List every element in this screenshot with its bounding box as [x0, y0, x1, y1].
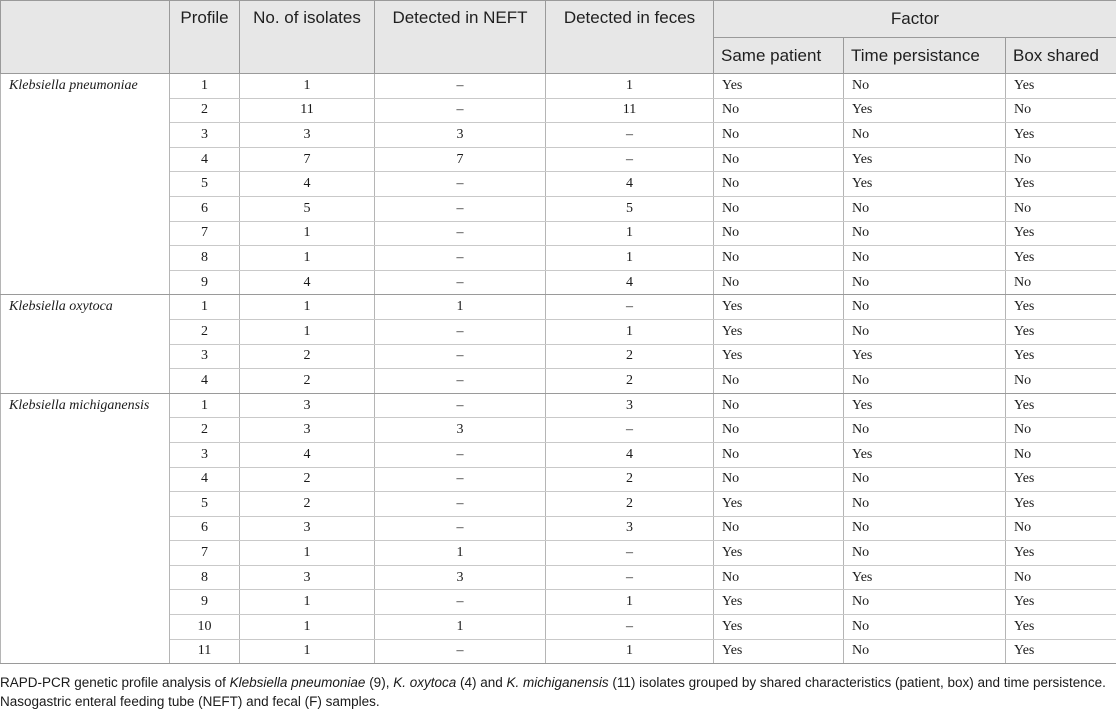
cell-same-patient: No	[714, 393, 844, 418]
cell-isolates: 4	[240, 270, 375, 295]
cell-profile: 3	[170, 442, 240, 467]
cell-neft: –	[375, 74, 546, 99]
cell-profile: 10	[170, 615, 240, 640]
header-species	[1, 1, 170, 74]
cell-neft: –	[375, 98, 546, 123]
cell-profile: 6	[170, 516, 240, 541]
cell-same-patient: Yes	[714, 639, 844, 664]
cell-isolates: 2	[240, 467, 375, 492]
caption-species-km: K. michiganensis	[506, 675, 609, 691]
table-row	[1, 393, 1116, 418]
cell-feces: 2	[546, 467, 714, 492]
cell-time-persistance: No	[844, 418, 1006, 443]
cell-time-persistance: Yes	[844, 147, 1006, 172]
cell-neft: –	[375, 172, 546, 197]
header-feces: Detected in feces	[546, 1, 714, 74]
cell-time-persistance: No	[844, 467, 1006, 492]
cell-same-patient: Yes	[714, 295, 844, 320]
cell-same-patient: Yes	[714, 590, 844, 615]
cell-same-patient: Yes	[714, 344, 844, 369]
cell-neft: 3	[375, 123, 546, 148]
cell-time-persistance: Yes	[844, 344, 1006, 369]
cell-same-patient: No	[714, 196, 844, 221]
species-name: Klebsiella michiganensis	[1, 393, 170, 664]
cell-feces: 11	[546, 98, 714, 123]
table-row	[1, 295, 1116, 320]
cell-box-shared: Yes	[1006, 344, 1116, 369]
cell-profile: 2	[170, 319, 240, 344]
cell-neft: 1	[375, 295, 546, 320]
cell-box-shared: Yes	[1006, 541, 1116, 566]
cell-box-shared: No	[1006, 147, 1116, 172]
cell-box-shared: Yes	[1006, 319, 1116, 344]
cell-box-shared: No	[1006, 442, 1116, 467]
cell-profile: 3	[170, 123, 240, 148]
cell-time-persistance: No	[844, 196, 1006, 221]
cell-same-patient: Yes	[714, 319, 844, 344]
cell-profile: 8	[170, 565, 240, 590]
cell-time-persistance: No	[844, 516, 1006, 541]
cell-same-patient: No	[714, 442, 844, 467]
cell-time-persistance: No	[844, 319, 1006, 344]
cell-profile: 5	[170, 492, 240, 517]
cell-time-persistance: No	[844, 246, 1006, 271]
cell-feces: 4	[546, 270, 714, 295]
cell-isolates: 3	[240, 418, 375, 443]
cell-box-shared: No	[1006, 270, 1116, 295]
cell-neft: –	[375, 639, 546, 664]
cell-time-persistance: No	[844, 492, 1006, 517]
cell-isolates: 3	[240, 516, 375, 541]
cell-feces: 1	[546, 319, 714, 344]
caption-text-2: (9),	[365, 675, 394, 691]
header-box-shared: Box shared	[1006, 38, 1116, 74]
cell-isolates: 1	[240, 295, 375, 320]
cell-box-shared: No	[1006, 196, 1116, 221]
cell-same-patient: No	[714, 516, 844, 541]
cell-time-persistance: No	[844, 639, 1006, 664]
cell-feces: 2	[546, 369, 714, 394]
cell-neft: 1	[375, 615, 546, 640]
cell-profile: 11	[170, 639, 240, 664]
caption-text-4: (11) isolates grouped by shared characteristics (patient, box) and time persistence. Nasogastric enteral feeding tube (NEFT) and fecal (F) samples.	[0, 675, 1106, 710]
cell-box-shared: No	[1006, 418, 1116, 443]
cell-box-shared: No	[1006, 98, 1116, 123]
cell-box-shared: No	[1006, 369, 1116, 394]
species-name: Klebsiella pneumoniae	[1, 74, 170, 295]
cell-feces: 1	[546, 590, 714, 615]
table-header	[1, 1, 1116, 74]
cell-profile: 1	[170, 74, 240, 99]
cell-isolates: 7	[240, 147, 375, 172]
cell-neft: –	[375, 442, 546, 467]
cell-profile: 4	[170, 467, 240, 492]
cell-profile: 1	[170, 393, 240, 418]
cell-time-persistance: No	[844, 541, 1006, 566]
table-caption	[0, 673, 1112, 711]
cell-feces: –	[546, 295, 714, 320]
cell-neft: –	[375, 344, 546, 369]
cell-box-shared: Yes	[1006, 123, 1116, 148]
header-profile: Profile	[170, 1, 240, 74]
cell-isolates: 2	[240, 492, 375, 517]
cell-isolates: 3	[240, 565, 375, 590]
cell-box-shared: Yes	[1006, 246, 1116, 271]
cell-isolates: 2	[240, 344, 375, 369]
cell-neft: –	[375, 270, 546, 295]
cell-time-persistance: Yes	[844, 442, 1006, 467]
cell-profile: 8	[170, 246, 240, 271]
header-isolates: No. of isolates	[240, 1, 375, 74]
cell-isolates: 1	[240, 590, 375, 615]
cell-same-patient: Yes	[714, 492, 844, 517]
cell-feces: –	[546, 418, 714, 443]
cell-same-patient: No	[714, 270, 844, 295]
table-row	[1, 74, 1116, 99]
header-factor: Factor	[714, 1, 1116, 38]
cell-neft: –	[375, 369, 546, 394]
cell-box-shared: Yes	[1006, 615, 1116, 640]
cell-feces: 2	[546, 344, 714, 369]
cell-neft: –	[375, 196, 546, 221]
cell-isolates: 5	[240, 196, 375, 221]
cell-time-persistance: No	[844, 270, 1006, 295]
header-time-persistance: Time persistance	[844, 38, 1006, 74]
cell-neft: –	[375, 246, 546, 271]
cell-box-shared: Yes	[1006, 74, 1116, 99]
cell-box-shared: Yes	[1006, 639, 1116, 664]
cell-same-patient: No	[714, 123, 844, 148]
cell-neft: –	[375, 221, 546, 246]
cell-isolates: 1	[240, 319, 375, 344]
cell-neft: –	[375, 516, 546, 541]
caption-text-1: RAPD-PCR genetic profile analysis of	[0, 675, 230, 691]
cell-profile: 4	[170, 369, 240, 394]
cell-isolates: 4	[240, 442, 375, 467]
cell-feces: 3	[546, 393, 714, 418]
cell-time-persistance: No	[844, 295, 1006, 320]
cell-feces: 4	[546, 172, 714, 197]
cell-feces: 1	[546, 221, 714, 246]
cell-box-shared: Yes	[1006, 590, 1116, 615]
cell-box-shared: Yes	[1006, 492, 1116, 517]
cell-neft: 3	[375, 565, 546, 590]
cell-box-shared: No	[1006, 565, 1116, 590]
cell-profile: 3	[170, 344, 240, 369]
cell-neft: –	[375, 492, 546, 517]
cell-box-shared: Yes	[1006, 467, 1116, 492]
cell-isolates: 3	[240, 123, 375, 148]
species-name: Klebsiella oxytoca	[1, 295, 170, 393]
cell-same-patient: Yes	[714, 74, 844, 99]
cell-box-shared: Yes	[1006, 295, 1116, 320]
cell-neft: 3	[375, 418, 546, 443]
cell-feces: 1	[546, 639, 714, 664]
cell-same-patient: No	[714, 565, 844, 590]
cell-time-persistance: Yes	[844, 565, 1006, 590]
cell-isolates: 1	[240, 615, 375, 640]
cell-feces: 3	[546, 516, 714, 541]
cell-feces: –	[546, 123, 714, 148]
cell-neft: –	[375, 319, 546, 344]
cell-profile: 1	[170, 295, 240, 320]
cell-feces: 5	[546, 196, 714, 221]
cell-time-persistance: Yes	[844, 172, 1006, 197]
cell-feces: 4	[546, 442, 714, 467]
cell-time-persistance: No	[844, 221, 1006, 246]
cell-same-patient: No	[714, 369, 844, 394]
cell-time-persistance: No	[844, 74, 1006, 99]
cell-profile: 2	[170, 98, 240, 123]
cell-profile: 2	[170, 418, 240, 443]
cell-isolates: 1	[240, 246, 375, 271]
cell-same-patient: Yes	[714, 615, 844, 640]
cell-isolates: 1	[240, 221, 375, 246]
cell-feces: 1	[546, 246, 714, 271]
cell-neft: 1	[375, 541, 546, 566]
cell-isolates: 2	[240, 369, 375, 394]
cell-time-persistance: Yes	[844, 393, 1006, 418]
cell-profile: 9	[170, 270, 240, 295]
cell-same-patient: No	[714, 467, 844, 492]
cell-profile: 5	[170, 172, 240, 197]
caption-species-kp: Klebsiella pneumoniae	[229, 675, 366, 691]
cell-same-patient: No	[714, 418, 844, 443]
cell-isolates: 1	[240, 74, 375, 99]
cell-isolates: 3	[240, 393, 375, 418]
header-same-patient: Same patient	[714, 38, 844, 74]
caption-text-3: (4) and	[456, 675, 507, 691]
cell-time-persistance: No	[844, 615, 1006, 640]
cell-isolates: 1	[240, 639, 375, 664]
cell-same-patient: No	[714, 147, 844, 172]
cell-neft: –	[375, 590, 546, 615]
cell-feces: 2	[546, 492, 714, 517]
cell-time-persistance: No	[844, 369, 1006, 394]
cell-box-shared: No	[1006, 516, 1116, 541]
caption-species-ko: K. oxytoca	[393, 675, 457, 691]
cell-isolates: 11	[240, 98, 375, 123]
table-body	[1, 74, 1116, 664]
cell-isolates: 4	[240, 172, 375, 197]
cell-box-shared: Yes	[1006, 393, 1116, 418]
cell-isolates: 1	[240, 541, 375, 566]
cell-same-patient: No	[714, 221, 844, 246]
cell-neft: 7	[375, 147, 546, 172]
cell-profile: 9	[170, 590, 240, 615]
cell-profile: 7	[170, 221, 240, 246]
cell-time-persistance: Yes	[844, 98, 1006, 123]
cell-same-patient: No	[714, 172, 844, 197]
cell-box-shared: Yes	[1006, 221, 1116, 246]
cell-same-patient: No	[714, 98, 844, 123]
header-neft: Detected in NEFT	[375, 1, 546, 74]
cell-feces: –	[546, 565, 714, 590]
cell-profile: 4	[170, 147, 240, 172]
cell-time-persistance: No	[844, 590, 1006, 615]
cell-box-shared: Yes	[1006, 172, 1116, 197]
cell-same-patient: No	[714, 246, 844, 271]
cell-profile: 6	[170, 196, 240, 221]
cell-time-persistance: No	[844, 123, 1006, 148]
cell-feces: –	[546, 615, 714, 640]
cell-same-patient: Yes	[714, 541, 844, 566]
cell-neft: –	[375, 393, 546, 418]
cell-feces: –	[546, 541, 714, 566]
cell-profile: 7	[170, 541, 240, 566]
cell-feces: –	[546, 147, 714, 172]
cell-neft: –	[375, 467, 546, 492]
cell-feces: 1	[546, 74, 714, 99]
